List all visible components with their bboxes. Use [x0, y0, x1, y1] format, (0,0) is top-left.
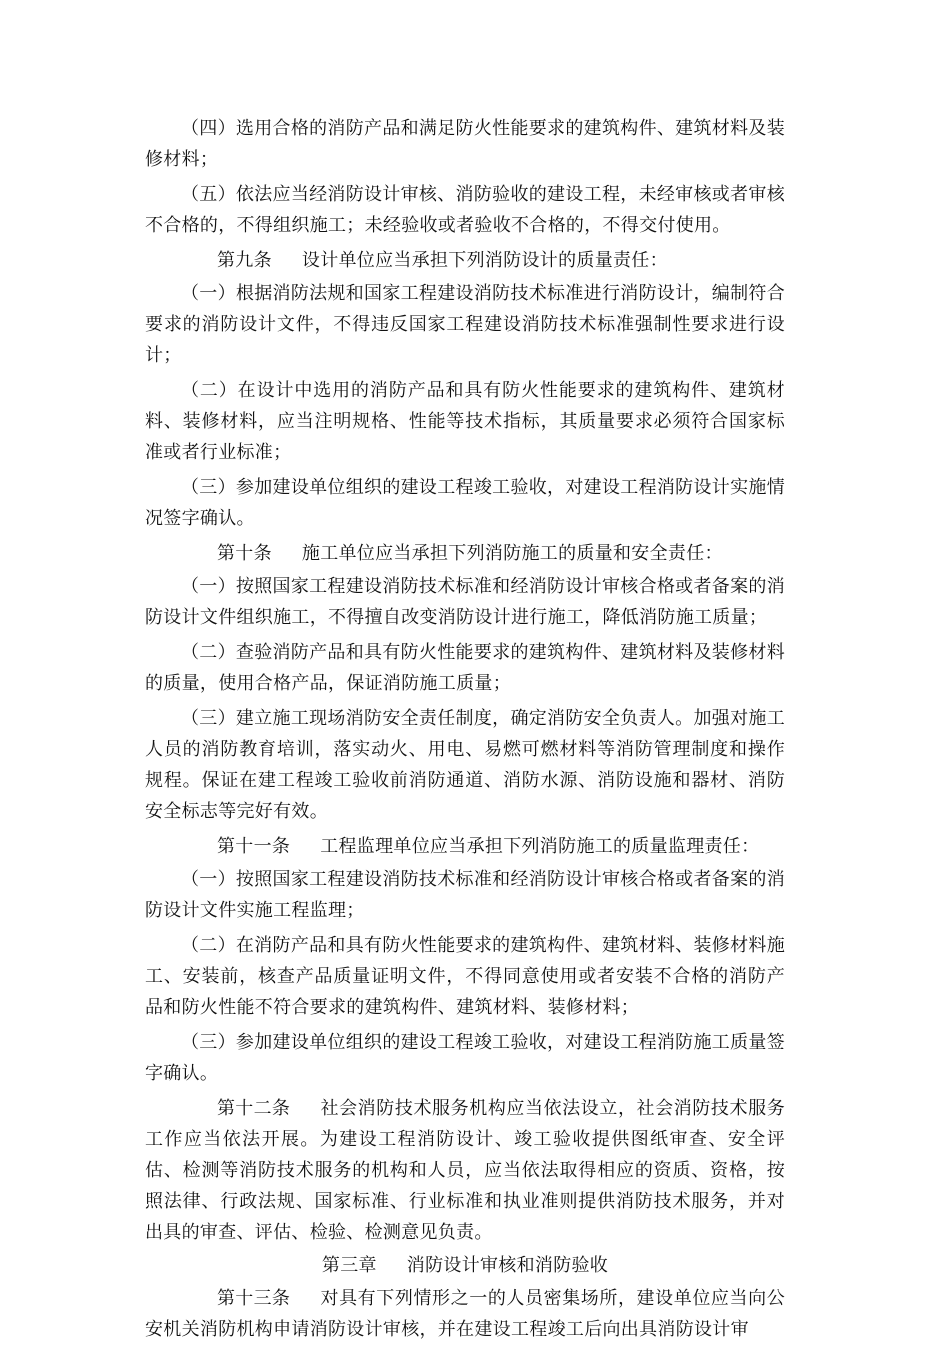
article-11-clause-1: （一）按照国家工程建设消防技术标准和经消防设计审核合格或者备案的消防设计文件实施工程监理；: [145, 869, 785, 921]
article-9: [145, 245, 785, 276]
article-text: 社会消防技术服务机构应当依法设立，社会消防技术服务工作应当依法开展。为建设工程消防设计、竣工验收提供图纸审查、安全评估、检测等消防技术服务的机构和人员，应当依法取得相应的资质、资格，按照法律、行政法规、国家标准、行业标准和执业准则提供消防技术服务，并对出具的审查、评估、检验、检测意见负责。: [145, 1098, 785, 1243]
article-number: 第十一条: [217, 836, 291, 857]
article-number: 第十条: [217, 543, 272, 564]
article-number: 第十二条: [217, 1098, 291, 1119]
clause-5: （五）依法应当经消防设计审核、消防验收的建设工程，未经审核或者审核不合格的，不得组织施工；未经验收或者验收不合格的，不得交付使用。: [145, 184, 785, 236]
article-number: 第十三条: [217, 1288, 291, 1309]
article-11-clause-2: （二）在消防产品和具有防火性能要求的建筑构件、建筑材料、装修材料施工、安装前，核查产品质量证明文件，不得同意使用或者安装不合格的消防产品和防火性能不符合要求的建筑构件、建筑材料、装修材料；: [145, 935, 785, 1018]
document-page: [145, 113, 785, 1347]
article-9-clause-3: （三）参加建设单位组织的建设工程竣工验收，对建设工程消防设计实施情况签字确认。: [145, 477, 785, 529]
article-11: [145, 831, 785, 862]
article-10: [145, 538, 785, 569]
article-10-clause-2: （二）查验消防产品和具有防火性能要求的建筑构件、建筑材料及装修材料的质量，使用合格产品，保证消防施工质量；: [145, 642, 785, 694]
article-12: [145, 1093, 785, 1248]
article-text: 施工单位应当承担下列消防施工的质量和安全责任：: [301, 543, 723, 564]
chapter-number: 第三章: [321, 1255, 377, 1276]
article-text: 对具有下列情形之一的人员密集场所，建设单位应当向公安机关消防机构申请消防设计审核，并在建设工程竣工后向出具消防设计审: [145, 1288, 785, 1340]
article-9-clause-1: （一）根据消防法规和国家工程建设消防技术标准进行消防设计，编制符合要求的消防设计文件，不得违反国家工程建设消防技术标准强制性要求进行设计；: [145, 283, 785, 366]
chapter-heading: [145, 1250, 785, 1281]
article-11-clause-3: （三）参加建设单位组织的建设工程竣工验收，对建设工程消防施工质量签字确认。: [145, 1032, 785, 1084]
clause-4: （四）选用合格的消防产品和满足防火性能要求的建筑构件、建筑材料及装修材料；: [145, 118, 785, 170]
chapter-title: 消防设计审核和消防验收: [406, 1255, 609, 1276]
article-10-clause-1: （一）按照国家工程建设消防技术标准和经消防设计审核合格或者备案的消防设计文件组织施工，不得擅自改变消防设计进行施工，降低消防施工质量；: [145, 576, 785, 628]
article-number: 第九条: [217, 250, 272, 271]
article-text: 工程监理单位应当承担下列消防施工的质量监理责任：: [320, 836, 760, 857]
article-10-clause-3: （三）建立施工现场消防安全责任制度，确定消防安全负责人。加强对施工人员的消防教育培训，落实动火、用电、易燃可燃材料等消防管理制度和操作规程。保证在建工程竣工验收前消防通道、消防水源、消防设施和器材、消防安全标志等完好有效。: [145, 708, 785, 822]
article-9-clause-2: （二）在设计中选用的消防产品和具有防火性能要求的建筑构件、建筑材料、装修材料，应当注明规格、性能等技术指标，其质量要求必须符合国家标准或者行业标准；: [145, 380, 785, 463]
article-13: [145, 1283, 785, 1345]
article-text: 设计单位应当承担下列消防设计的质量责任：: [301, 250, 668, 271]
